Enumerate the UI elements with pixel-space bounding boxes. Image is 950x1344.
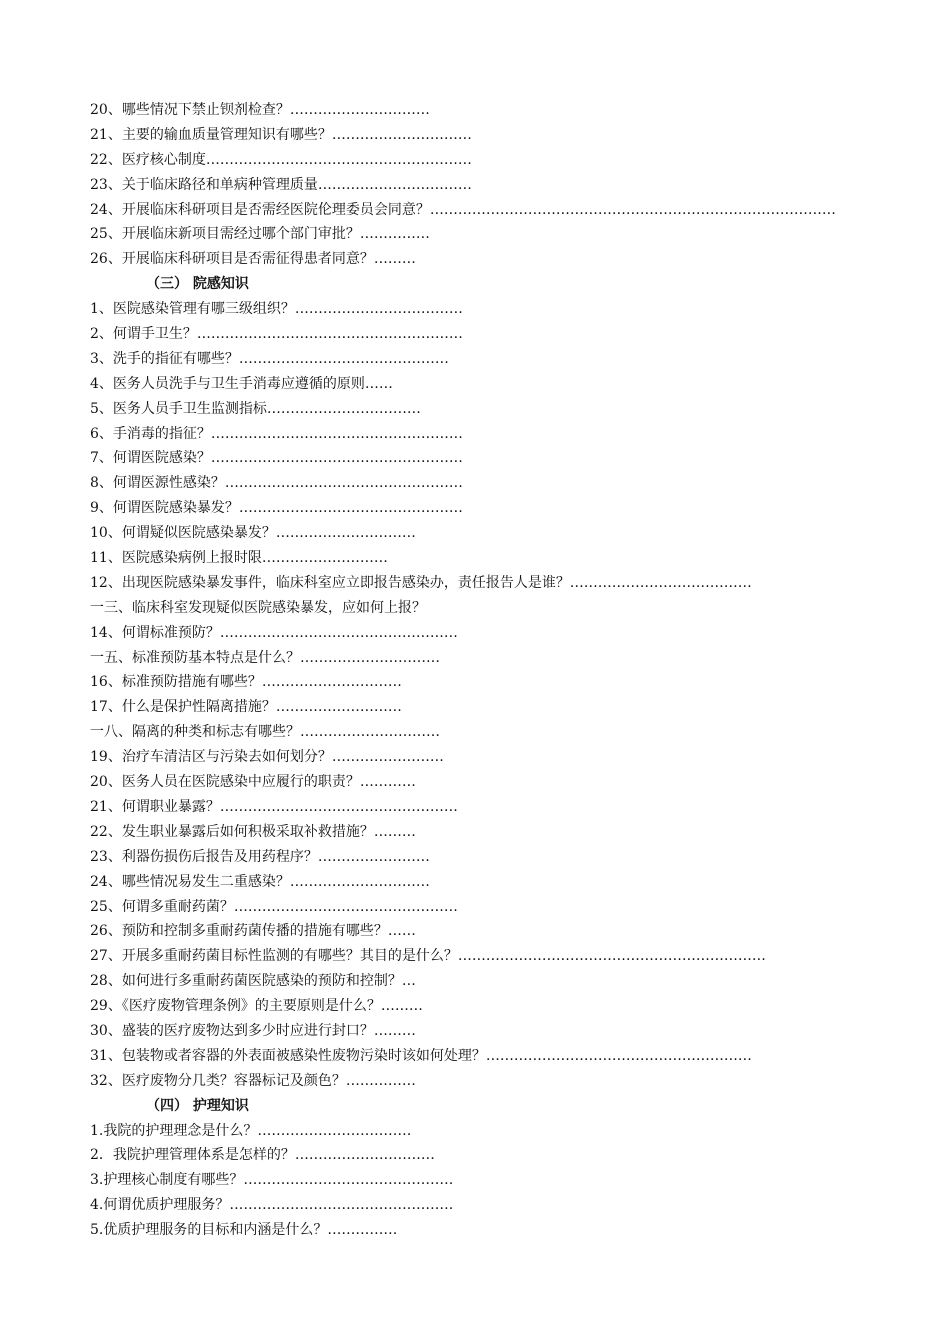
list-item: 25、何谓多重耐药菌？………………………………………… — [90, 898, 458, 915]
list-item: 9、何谓医院感染暴发？………………………………………… — [90, 500, 463, 517]
list-item: 23、利器伤损伤后报告及用药程序？…………………… — [90, 848, 430, 865]
list-item: 2．我院护理管理体系是怎样的？………………………… — [90, 1147, 435, 1164]
list-item: 28、如何进行多重耐药菌医院感染的预防和控制？… — [90, 973, 416, 990]
list-item: 12、出现医院感染暴发事件，临床科室应立即报告感染办，责任报告人是谁？………………………………… — [90, 574, 752, 591]
list-item: 3、洗手的指征有哪些？……………………………………… — [90, 350, 449, 367]
list-item: 21、何谓职业暴露？…………………………………………… — [90, 798, 458, 815]
list-item: 一五、标准预防基本特点是什么？………………………… — [90, 649, 440, 666]
list-item: 1.我院的护理理念是什么？…………………………… — [90, 1122, 412, 1139]
list-item: 14、何谓标准预防？…………………………………………… — [90, 624, 458, 641]
list-item: 29、《医疗废物管理条例》的主要原则是什么？……… — [90, 998, 423, 1015]
list-item: 21、主要的输血质量管理知识有哪些？………………………… — [90, 126, 472, 143]
document-page — [90, 98, 880, 1243]
list-item: 2、何谓手卫生？………………………………………………… — [90, 326, 463, 343]
list-item: 4、医务人员洗手与卫生手消毒应遵循的原则…… — [90, 375, 393, 392]
list-item: 5.优质护理服务的目标和内涵是什么？…………… — [90, 1222, 398, 1239]
list-item: 一八、隔离的种类和标志有哪些？………………………… — [90, 724, 440, 741]
list-item: 1、医院感染管理有哪三级组织？……………………………… — [90, 301, 463, 318]
list-item: 3.护理核心制度有哪些？……………………………………… — [90, 1172, 454, 1189]
list-item: 16、标准预防措施有哪些？………………………… — [90, 674, 402, 691]
list-item: 17、什么是保护性隔离措施？……………………… — [90, 699, 402, 716]
list-item: 4.何谓优质护理服务？………………………………………… — [90, 1197, 454, 1214]
list-item: 11、医院感染病例上报时限……………………… — [90, 550, 388, 567]
medical-questions-list — [90, 98, 880, 272]
section-heading-infection: （三） 院感知识 — [146, 276, 249, 293]
list-item: 31、包装物或者容器的外表面被感染性废物污染时该如何处理？………………………………………………… — [90, 1047, 752, 1064]
list-item: 20、医务人员在医院感染中应履行的职责？………… — [90, 774, 416, 791]
list-item: 7、何谓医院感染？……………………………………………… — [90, 450, 463, 467]
list-item: 6、手消毒的指征？……………………………………………… — [90, 425, 463, 442]
list-item: 26、开展临床科研项目是否需征得患者同意？……… — [90, 251, 416, 268]
list-item: 8、何谓医源性感染？…………………………………………… — [90, 475, 463, 492]
list-item: 32、医疗废物分几类？容器标记及颜色？…………… — [90, 1072, 416, 1089]
nursing-questions-list — [90, 1119, 880, 1243]
list-item: 26、预防和控制多重耐药菌传播的措施有哪些？…… — [90, 923, 416, 940]
list-item: 22、医疗核心制度………………………………………………… — [90, 151, 472, 168]
list-item: 24、哪些情况易发生二重感染？………………………… — [90, 873, 430, 890]
list-item: 10、何谓疑似医院感染暴发？………………………… — [90, 525, 416, 542]
list-item: 19、治疗车清洁区与污染去如何划分？…………………… — [90, 749, 444, 766]
list-item: 25、开展临床新项目需经过哪个部门审批？…………… — [90, 226, 430, 243]
list-item: 22、发生职业暴露后如何积极采取补救措施？……… — [90, 823, 416, 840]
list-item: 一三、临床科室发现疑似医院感染暴发，应如何上报？ — [90, 599, 426, 616]
section-heading-nursing: （四） 护理知识 — [146, 1097, 249, 1114]
list-item: 5、医务人员手卫生监测指标…………………………… — [90, 400, 421, 417]
list-item: 23、关于临床路径和单病种管理质量…………………………… — [90, 176, 472, 193]
list-item: 30、盛装的医疗废物达到多少时应进行封口？……… — [90, 1022, 416, 1039]
list-item: 24、开展临床科研项目是否需经医院伦理委员会同意？…………………………………………………………………………… — [90, 201, 836, 218]
list-item: 27、开展多重耐药菌目标性监测的有哪些？其目的是什么？………………………………………………………… — [90, 948, 766, 965]
list-item: 20、哪些情况下禁止钡剂检查？………………………… — [90, 102, 430, 118]
infection-questions-list — [90, 297, 880, 1094]
